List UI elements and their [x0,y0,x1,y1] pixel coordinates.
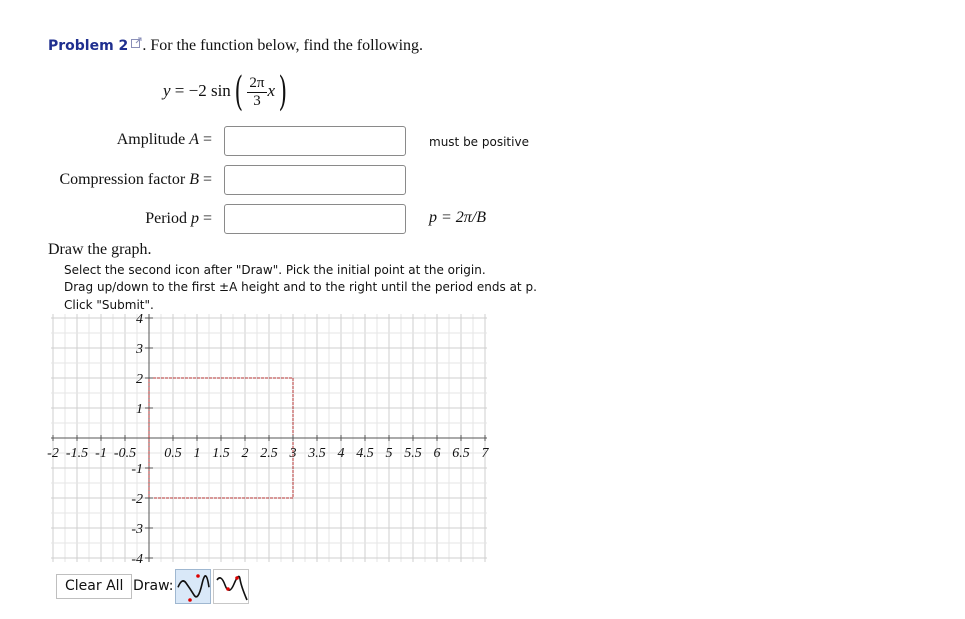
compression-input[interactable] [224,165,406,195]
x-tick-label: 7 [481,446,489,461]
function-equation [163,69,291,118]
clear-all-button[interactable]: Clear All [56,574,132,599]
y-tick-label: 4 [136,312,143,327]
x-tick-label: -0.5 [113,446,137,461]
graph-canvas[interactable] [40,310,495,568]
x-tick-label: 5 [385,446,393,461]
x-tick-label: 1 [193,446,201,461]
eq-var: x [267,80,276,100]
eq-fraction [247,75,266,110]
y-tick-label: 2 [136,372,143,387]
x-tick-label: 4 [337,446,345,461]
draw-heading: Draw the graph. [48,241,152,258]
y-tick-label: -1 [131,462,143,477]
instruction-3: Click "Submit". [64,298,154,312]
amplitude-label: Amplitude A = [116,131,212,148]
x-tick-label: 6.5 [452,446,470,461]
eq-lhs: y [163,80,171,100]
eq-frac-den: 3 [253,92,261,109]
x-tick-label: 6 [433,446,441,461]
instruction-1: Select the second icon after "Draw". Pick the initial point at the origin. [64,263,486,277]
instruction-2: Drag up/down to the first ±A height and to the right until the period ends at p. [64,280,537,294]
problem-link[interactable]: Problem 2 [48,38,129,54]
left-paren: ( [234,69,243,115]
eq-rhs: = −2 sin [170,80,231,100]
compression-label: Compression factor B = [59,171,212,188]
x-tick-label: 1.5 [212,446,230,461]
period-input[interactable] [224,204,406,234]
y-tick-label: 3 [136,342,143,357]
sine-wave-alt-icon [214,570,248,603]
y-tick-label: -3 [131,522,143,537]
right-paren: ) [278,69,288,115]
y-tick-label: 1 [136,402,143,417]
amplitude-note: must be positive [429,135,529,149]
draw-label: Draw: [133,578,174,594]
sine-wave-alt-tool[interactable] [213,569,249,604]
y-tick-label: -4 [131,552,143,567]
external-link-icon[interactable] [131,35,142,53]
x-tick-label: 0.5 [164,446,182,461]
x-tick-label: 3.5 [308,446,326,461]
x-tick-label: 5.5 [404,446,422,461]
period-formula: p = 2π/B [429,209,487,226]
x-tick-label: 3 [289,446,297,461]
x-tick-label: -2 [47,446,59,461]
problem-statement [48,35,423,55]
x-tick-label: -1 [95,446,107,461]
eq-frac-num: 2π [249,74,265,91]
y-tick-label: -2 [131,492,143,507]
sine-wave-icon [176,570,210,603]
x-tick-label: 2.5 [260,446,278,461]
x-tick-label: -1.5 [65,446,89,461]
x-tick-label: 4.5 [356,446,374,461]
period-label: Period p = [145,210,212,227]
x-tick-label: 2 [241,446,249,461]
problem-prompt: . For the function below, find the following. [142,37,424,54]
sine-wave-tool[interactable] [175,569,211,604]
amplitude-input[interactable] [224,126,406,156]
